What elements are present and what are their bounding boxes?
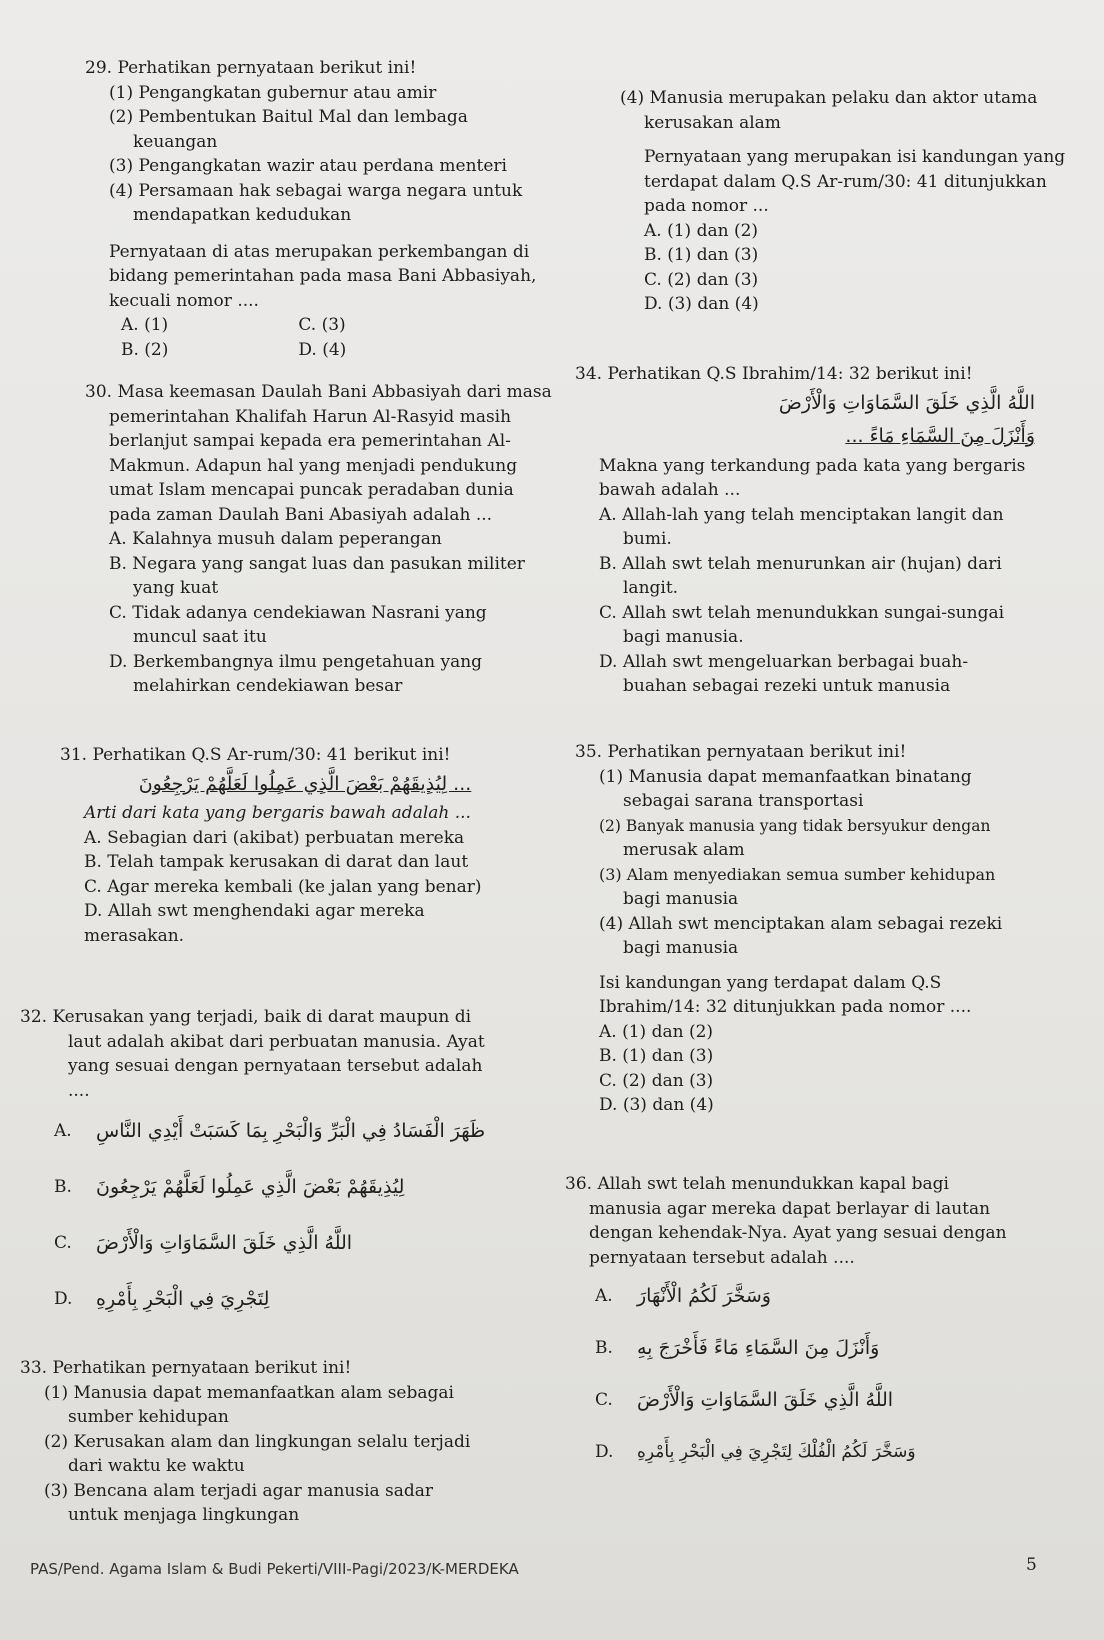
q33-question: terdapat dalam Q.S Ar-rum/30: 41 ditunjukkan [644, 171, 1047, 192]
q35-item: (1) Manusia dapat memanfaatkan binatang [599, 766, 972, 787]
option-label: A. [54, 1120, 72, 1141]
q36-option-c[interactable] [595, 1374, 1075, 1426]
question-34 [575, 362, 1075, 699]
q29-option-a[interactable]: A. (1) [121, 315, 169, 335]
q33-option-a[interactable]: A. (1) dan (2) [644, 220, 759, 241]
q30-option-a[interactable]: A. Kalahnya musuh dalam peperangan [109, 529, 442, 549]
q29-question: bidang pemerintahan pada masa Bani Abbasiyah, [109, 266, 537, 286]
arabic-text: اللَّهُ الَّذِي خَلَقَ السَّمَاوَاتِ وَالْأَرْضَ [637, 1388, 894, 1411]
question-31 [60, 743, 550, 948]
page-number: 5 [1026, 1555, 1037, 1575]
q36-stem: 36. Allah swt telah menundukkan kapal bagi [565, 1174, 949, 1194]
arabic-text: لِيُذِيقَهُمْ بَعْضَ الَّذِي عَمِلُوا لَعَلَّهُمْ يَرْجِعُونَ [96, 1175, 405, 1198]
q32-stem: laut adalah akibat dari perbuatan manusia. Ayat [68, 1031, 485, 1052]
q33-option-d[interactable]: D. (3) dan (4) [644, 294, 759, 314]
question-29 [85, 56, 555, 362]
q34-option-d-cont: buahan sebagai rezeki untuk manusia [623, 676, 951, 696]
q30-stem: pemerintahan Khalifah Harun Al-Rasyid masih [109, 406, 512, 427]
option-label: D. [595, 1441, 614, 1462]
q36-option-b[interactable] [595, 1322, 1075, 1374]
q33-item: kerusakan alam [644, 112, 781, 133]
q34-arabic-verse: اللَّهُ الَّذِي خَلَقَ السَّمَاوَاتِ وَالْأَرْضَ [778, 391, 1035, 414]
q30-option-c-cont: muncul saat itu [133, 627, 267, 647]
option-label: C. [595, 1389, 613, 1410]
footer-text: PAS/Pend. Agama Islam & Budi Pekerti/VIII-Pagi/2023/K-MERDEKA [30, 1560, 519, 1578]
q32-stem: 32. Kerusakan yang terjadi, baik di darat maupun di [20, 1007, 472, 1027]
q29-item: (1) Pengangkatan gubernur atau amir [109, 82, 437, 103]
question-33-continued [620, 86, 1080, 317]
arabic-text: وَأَنْزَلَ مِنَ السَّمَاءِ مَاءً فَأَخْرَجَ بِهِ [637, 1336, 880, 1359]
q29-stem: 29. Perhatikan pernyataan berikut ini! [85, 58, 417, 78]
q31-option-a[interactable]: A. Sebagian dari (akibat) perbuatan mereka [84, 827, 465, 848]
q30-stem: umat Islam mencapai puncak peradaban dunia [109, 480, 514, 500]
q29-item: (2) Pembentukan Baitul Mal dan lembaga [109, 107, 468, 127]
q30-stem: pada zaman Daulah Bani Abasiyah adalah ... [109, 504, 493, 525]
q34-option-a-cont: bumi. [623, 529, 672, 549]
q33-stem: 33. Perhatikan pernyataan berikut ini! [20, 1358, 352, 1378]
arabic-text: وَسَخَّرَ لَكُمُ الْأَنْهَارَ [637, 1284, 771, 1307]
q33-item: untuk menjaga lingkungan [68, 1505, 300, 1525]
q32-option-d[interactable] [54, 1271, 550, 1327]
q35-stem: 35. Perhatikan pernyataan berikut ini! [575, 742, 907, 762]
q36-stem: manusia agar mereka dapat berlayar di lautan [589, 1198, 991, 1219]
q34-option-c-cont: bagi manusia. [623, 627, 744, 647]
q34-question: bawah adalah ... [599, 480, 741, 500]
q36-option-a[interactable] [595, 1270, 1075, 1322]
q35-option-b[interactable]: B. (1) dan (3) [599, 1046, 714, 1066]
option-label: A. [595, 1285, 613, 1306]
q35-item: sebagai sarana transportasi [623, 791, 864, 811]
q29-item: (4) Persamaan hak sebagai warga negara untuk [109, 180, 523, 201]
q35-item: (2) Banyak manusia yang tidak bersyukur dengan [599, 816, 991, 835]
q33-item: (2) Kerusakan alam dan lingkungan selalu terjadi [44, 1431, 471, 1452]
q32-option-c[interactable] [54, 1215, 550, 1271]
q36-stem: pernyataan tersebut adalah .... [589, 1247, 855, 1268]
q32-stem: .... [68, 1080, 90, 1101]
q30-stem: berlanjut sampai kepada era pemerintahan Al- [109, 431, 511, 451]
arabic-text: اللَّهُ الَّذِي خَلَقَ السَّمَاوَاتِ وَالْأَرْضَ [96, 1231, 353, 1254]
arabic-text: وَسَخَّرَ لَكُمُ الْفُلْكَ لِتَجْرِيَ فِي الْبَحْرِ بِأَمْرِهِ [637, 1441, 916, 1462]
q34-option-c[interactable]: C. Allah swt telah menundukkan sungai-sungai [599, 602, 1005, 623]
q30-option-b-cont: yang kuat [133, 578, 219, 598]
question-32 [20, 1005, 550, 1327]
q30-option-b[interactable]: B. Negara yang sangat luas dan pasukan militer [109, 553, 525, 574]
option-label: B. [595, 1337, 613, 1358]
q34-stem: 34. Perhatikan Q.S Ibrahim/14: 32 berikut ini! [575, 364, 973, 384]
q33-item: sumber kehidupan [68, 1407, 229, 1427]
q29-item: mendapatkan kedudukan [133, 205, 352, 225]
q31-option-c[interactable]: C. Agar mereka kembali (ke jalan yang benar) [84, 876, 482, 897]
q35-option-c[interactable]: C. (2) dan (3) [599, 1070, 714, 1091]
q31-stem: 31. Perhatikan Q.S Ar-rum/30: 41 berikut ini! [60, 745, 451, 765]
q31-arabic-verse: ... لِيُذِيقَهُمْ بَعْضَ الَّذِي عَمِلُوا لَعَلَّهُمْ يَرْجِعُونَ [138, 772, 472, 795]
q33-item: (3) Bencana alam terjadi agar manusia sadar [44, 1480, 434, 1501]
q30-option-d-cont: melahirkan cendekiawan besar [133, 676, 403, 696]
q33-question: pada nomor ... [644, 196, 769, 216]
q35-item: (4) Allah swt menciptakan alam sebagai rezeki [599, 913, 1003, 934]
q29-question: kecuali nomor .... [109, 290, 259, 311]
arabic-text: ظَهَرَ الْفَسَادُ فِي الْبَرِّ وَالْبَحْرِ بِمَا كَسَبَتْ أَيْدِي النَّاسِ [96, 1119, 486, 1142]
q31-question: Arti dari kata yang bergaris bawah adalah ... [84, 803, 471, 823]
q31-option-d[interactable]: D. Allah swt menghendaki agar mereka [84, 901, 425, 921]
q35-item: (3) Alam menyediakan semua sumber kehidupan [599, 864, 996, 884]
question-35 [575, 740, 1075, 1118]
q30-option-d[interactable]: D. Berkembangnya ilmu pengetahuan yang [109, 651, 483, 672]
q29-item: (3) Pengangkatan wazir atau perdana menteri [109, 156, 507, 176]
q29-item: keuangan [133, 131, 218, 152]
q30-stem: 30. Masa keemasan Daulah Bani Abbasiyah dari masa [85, 382, 552, 402]
q35-item: bagi manusia [623, 889, 739, 909]
arabic-text: لِتَجْرِيَ فِي الْبَحْرِ بِأَمْرِهِ [96, 1287, 270, 1310]
q35-option-a[interactable]: A. (1) dan (2) [599, 1021, 714, 1042]
q35-option-d[interactable]: D. (3) dan (4) [599, 1095, 714, 1115]
q34-option-b-cont: langit. [623, 578, 679, 598]
q35-item: merusak alam [623, 840, 745, 860]
q34-arabic-verse-underlined: وَأَنْزَلَ مِنَ السَّمَاءِ مَاءً ... [845, 425, 1035, 447]
q30-stem: Makmun. Adapun hal yang menjadi pendukung [109, 455, 518, 476]
q36-stem: dengan kehendak-Nya. Ayat yang sesuai dengan [589, 1223, 1007, 1243]
q34-question: Makna yang terkandung pada kata yang bergaris [599, 455, 1026, 476]
q34-option-b[interactable]: B. Allah swt telah menurunkan air (hujan) dari [599, 553, 1002, 574]
q29-option-b[interactable]: B. (2) [121, 339, 169, 360]
q35-question: Isi kandungan yang terdapat dalam Q.S [599, 972, 942, 993]
q33-option-c[interactable]: C. (2) dan (3) [644, 269, 759, 290]
question-36 [565, 1172, 1075, 1478]
q34-option-d[interactable]: D. Allah swt mengeluarkan berbagai buah- [599, 651, 969, 672]
q36-option-d[interactable] [595, 1426, 1075, 1478]
q32-option-a[interactable] [54, 1103, 550, 1159]
q31-option-d-cont: merasakan. [84, 925, 185, 946]
q29-option-d[interactable]: D. (4) [298, 339, 347, 360]
q30-option-c[interactable]: C. Tidak adanya cendekiawan Nasrani yang [109, 602, 487, 623]
q33-item: dari waktu ke waktu [68, 1456, 245, 1476]
q34-option-a[interactable]: A. Allah-lah yang telah menciptakan langit dan [599, 504, 1004, 525]
question-30 [85, 380, 555, 699]
q32-option-b[interactable] [54, 1159, 550, 1215]
q35-question: Ibrahim/14: 32 ditunjukkan pada nomor .... [599, 997, 972, 1017]
option-label: C. [54, 1232, 72, 1253]
question-33 [20, 1356, 540, 1528]
q29-option-c[interactable]: C. (3) [298, 315, 346, 335]
q32-stem: yang sesuai dengan pernyataan tersebut adalah [68, 1056, 483, 1076]
option-label: B. [54, 1176, 72, 1197]
q35-item: bagi manusia [623, 938, 739, 958]
q33-item: (4) Manusia merupakan pelaku dan aktor utama [620, 88, 1038, 108]
q29-question: Pernyataan di atas merupakan perkembangan di [109, 241, 530, 262]
q31-option-b[interactable]: B. Telah tampak kerusakan di darat dan laut [84, 852, 469, 872]
option-label: D. [54, 1288, 73, 1309]
q33-item: (1) Manusia dapat memanfaatkan alam sebagai [44, 1382, 454, 1403]
q33-option-b[interactable]: B. (1) dan (3) [644, 245, 759, 265]
q33-question: Pernyataan yang merupakan isi kandungan yang [644, 147, 1066, 167]
